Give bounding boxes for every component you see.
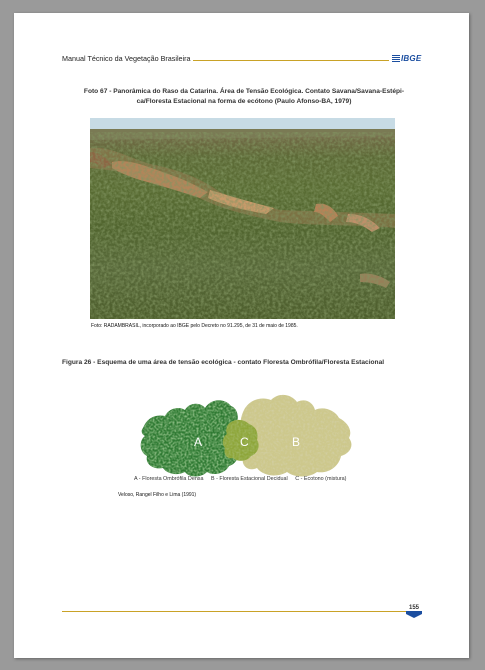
region-a-label: A — [194, 435, 203, 449]
legend-item-b: B - Floresta Estacional Decidual — [211, 476, 288, 482]
ibge-logo-text: IBGE — [401, 54, 422, 63]
header-rule — [193, 60, 389, 61]
legend-item-c: C - Ecotono (mistura) — [295, 476, 347, 482]
figure-credit: Veloso, Rangel Filho e Lima (1991) — [118, 492, 197, 498]
figure-legend — [134, 476, 374, 482]
legend-item-a: A - Floresta Ombrófila Densa — [134, 476, 204, 482]
photo-caption-line-1: Foto 67 - Panorâmica do Raso da Catarina. Área de Tensão Ecológica. Contato Savana/Savana-Estépi- — [83, 88, 405, 95]
page-tab-icon — [406, 611, 422, 618]
ibge-logo-icon — [392, 55, 400, 62]
page-header — [62, 54, 424, 66]
panorama-photo — [90, 118, 395, 319]
page-number: 155 — [408, 605, 419, 611]
photo-credit: Foto: RADAMBRASIL, incorporado ao IBGE pelo Decreto no 91.295, de 31 de maio de 1985. — [91, 323, 298, 329]
region-b-label: B — [292, 435, 301, 449]
panorama-photo-image — [90, 118, 395, 319]
footer-rule — [62, 611, 406, 612]
document-page — [14, 13, 469, 658]
figure-caption: Figura 26 - Esquema de uma área de tensão ecológica - contato Floresta Ombrófila/Floresta Estacional — [62, 359, 385, 366]
photo-caption — [54, 87, 434, 106]
ecotone-diagram-drawing — [139, 388, 354, 478]
region-c-label: C — [240, 435, 249, 449]
ibge-logo — [392, 54, 421, 63]
photo-caption-line-2: ca/Floresta Estacional na forma de ecótono (Paulo Afonso-BA, 1979) — [136, 97, 352, 105]
ecotone-diagram — [139, 388, 354, 478]
header-title: Manual Técnico da Vegetação Brasileira — [62, 54, 191, 63]
